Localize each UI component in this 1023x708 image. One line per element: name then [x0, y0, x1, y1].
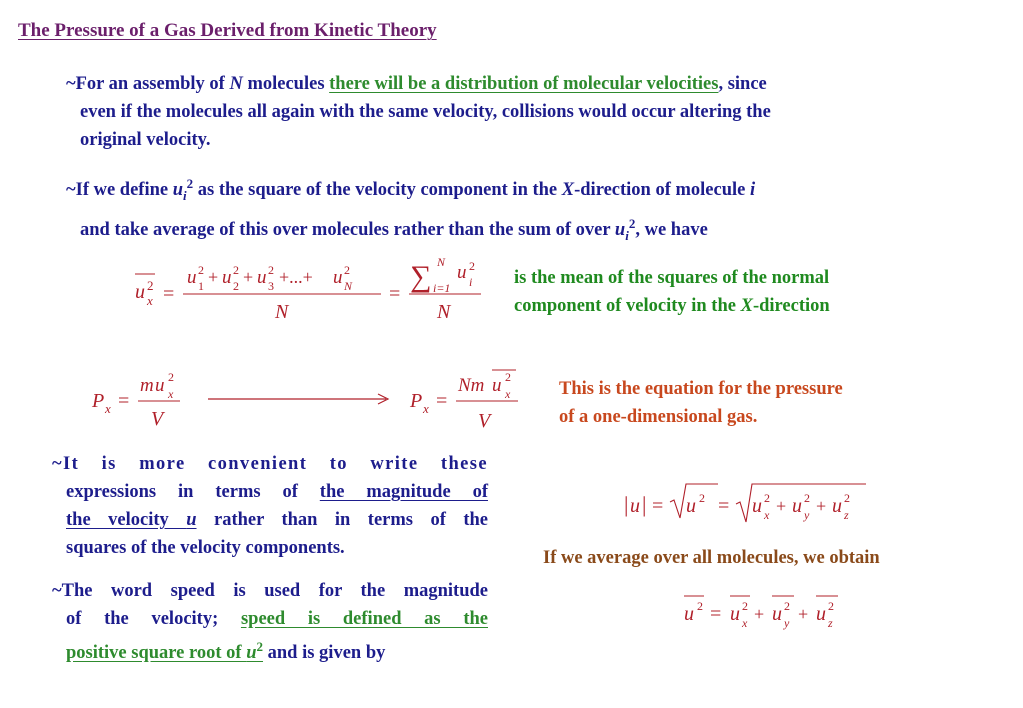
- eq-sup: 2: [168, 370, 174, 384]
- eq-sub: N: [344, 279, 353, 293]
- eq-u: u: [832, 495, 842, 517]
- highlight-magnitude: the magnitude of: [319, 482, 488, 502]
- symbol-sup-2: 2: [186, 176, 194, 191]
- eq-sup: 2: [344, 263, 350, 277]
- eq-abs-bar: |: [642, 492, 647, 517]
- eq-u: u: [816, 603, 826, 625]
- highlight-speed: speed is defined as the: [240, 609, 488, 629]
- text: as the square of the velocity component in the: [193, 180, 562, 201]
- symbol-N: N: [229, 74, 243, 94]
- eq-sub: y: [804, 508, 810, 522]
- eq-sub: 3: [268, 279, 274, 293]
- eq-sup: 2: [784, 599, 790, 613]
- eq-u: u: [630, 495, 640, 517]
- eq-P: P: [410, 390, 423, 412]
- eq-u: u: [730, 603, 740, 625]
- eq-sup: 2: [764, 491, 770, 505]
- symbol-sub-i: i: [183, 187, 187, 203]
- eq-u: u: [187, 267, 197, 288]
- equation-pressure: [88, 365, 528, 435]
- eq-equals: =: [163, 283, 175, 305]
- eq-equals: =: [389, 283, 401, 305]
- eq-u: u: [457, 262, 467, 283]
- text: molecules: [242, 74, 330, 94]
- eq-u: u: [684, 603, 694, 625]
- eq-sub: x: [505, 387, 511, 401]
- eq-u: u: [792, 495, 802, 517]
- eq-sup: 2: [198, 263, 204, 277]
- eq-sub: i: [469, 275, 473, 289]
- equation-mean-speed: [678, 590, 858, 636]
- highlight-velocity: the velocity: [66, 510, 187, 530]
- eq-N: N: [437, 301, 451, 323]
- eq-sup: 2: [844, 491, 850, 505]
- symbol-X: X: [561, 180, 575, 201]
- text: The word speed is used for the magnitude: [61, 581, 488, 601]
- eq-u: u: [222, 267, 232, 288]
- eq-sup: 2: [804, 491, 810, 505]
- eq-N: N: [437, 255, 446, 269]
- symbol-sup-2: 2: [628, 215, 636, 231]
- eq-sup: 2: [828, 599, 834, 613]
- text: For an assembly of: [75, 74, 230, 94]
- eq-sup: 2: [268, 263, 274, 277]
- eq-V: V: [151, 408, 164, 430]
- bullet: ~: [52, 454, 64, 474]
- eq-u: u: [155, 375, 165, 396]
- eq-sub: 2: [233, 279, 239, 293]
- eq-V: V: [478, 410, 491, 432]
- eq-dots: +...+: [279, 267, 313, 287]
- text: -direction of molecule: [574, 180, 750, 201]
- bullet: ~: [66, 74, 76, 94]
- eq-sub: 1: [198, 279, 204, 293]
- eq-N: N: [275, 301, 289, 323]
- equation-mean-square-ux: [125, 250, 495, 330]
- eq-sup: 2: [742, 599, 748, 613]
- eq-sub: x: [168, 387, 174, 401]
- eq-sigma: ∑: [410, 260, 432, 293]
- eq-u: u: [492, 375, 502, 396]
- eq-equals: =: [118, 390, 130, 412]
- eq-sub: x: [105, 401, 111, 416]
- eq-index: i=1: [433, 281, 451, 295]
- eq-plus: +: [816, 496, 827, 516]
- eq-sup: 2: [505, 370, 511, 384]
- eq-sub: x: [147, 293, 153, 308]
- eq-u: u: [257, 267, 267, 288]
- paragraph-define-ui: [66, 170, 971, 250]
- eq-plus: +: [208, 267, 219, 287]
- page-title: The Pressure of a Gas Derived from Kinetic Theory: [18, 20, 437, 41]
- eq-sub: z: [828, 616, 833, 630]
- text: expressions in terms of: [66, 482, 320, 502]
- symbol-i: i: [750, 180, 756, 201]
- eq-u: u: [686, 495, 696, 517]
- text: If we define: [75, 180, 173, 201]
- equation-speed: [622, 478, 872, 528]
- text-line: squares of the velocity components.: [66, 538, 345, 558]
- bullet: ~: [52, 581, 62, 601]
- eq-plus: +: [798, 604, 809, 624]
- symbol-sup-2: 2: [256, 639, 264, 654]
- eq-plus: +: [776, 496, 787, 516]
- text-line: original velocity.: [80, 130, 211, 150]
- highlight-distribution: there will be a distribution of molecular velocities: [329, 74, 719, 94]
- symbol-u: u: [246, 643, 257, 664]
- eq-sup: 2: [233, 263, 239, 277]
- text: component of velocity in the: [514, 296, 741, 316]
- eq-Nm: Nm: [458, 375, 485, 396]
- text: It is more convenient to write these: [63, 454, 488, 474]
- symbol-u: u: [172, 180, 184, 201]
- eq-sup: 2: [147, 278, 154, 293]
- eq-u: u: [772, 603, 782, 625]
- eq-m: m: [140, 375, 154, 396]
- paragraph-distribution: [66, 70, 966, 154]
- eq-sub: x: [764, 508, 770, 522]
- eq-u: u: [135, 281, 145, 303]
- mean-note: [514, 264, 934, 320]
- text: , since: [718, 74, 767, 94]
- symbol-u: u: [186, 510, 197, 530]
- text: , we have: [635, 220, 708, 240]
- eq-sub: x: [742, 616, 748, 630]
- eq-equals: =: [652, 495, 664, 517]
- text-line: of a one-dimensional gas.: [559, 407, 758, 427]
- pressure-note: [559, 375, 959, 431]
- highlight-sqrt: positive square root of: [66, 643, 247, 664]
- eq-u: u: [333, 267, 343, 288]
- eq-abs-bar: |: [624, 492, 629, 517]
- eq-plus: +: [243, 267, 254, 287]
- text: and is given by: [263, 643, 386, 664]
- symbol-sub-i: i: [625, 227, 629, 243]
- eq-sup: 2: [469, 259, 475, 273]
- paragraph-speed: [52, 577, 488, 667]
- text-line: is the mean of the squares of the normal: [514, 268, 830, 288]
- eq-equals: =: [436, 390, 448, 412]
- text-line: even if the molecules all again with the same velocity, collisions would occur altering the: [80, 102, 771, 122]
- eq-sub: y: [784, 616, 790, 630]
- text: -direction: [752, 296, 830, 316]
- paragraph-magnitude: [52, 450, 488, 562]
- symbol-X: X: [740, 296, 753, 316]
- eq-P: P: [92, 390, 105, 412]
- eq-equals: =: [718, 495, 730, 517]
- eq-sub: z: [844, 508, 849, 522]
- eq-sup: 2: [699, 491, 705, 505]
- eq-u: u: [752, 495, 762, 517]
- text: of the velocity;: [66, 609, 241, 629]
- average-note: If we average over all molecules, we obtain: [543, 548, 880, 568]
- text: rather than in terms of the: [196, 510, 488, 530]
- eq-equals: =: [710, 603, 722, 625]
- symbol-u: u: [614, 220, 626, 240]
- bullet: ~: [66, 180, 76, 201]
- text: and take average of this over molecules rather than the sum of over: [80, 220, 615, 240]
- eq-sup: 2: [697, 599, 703, 613]
- text-line: This is the equation for the pressure: [559, 379, 843, 399]
- eq-plus: +: [754, 604, 765, 624]
- eq-sub: x: [423, 401, 429, 416]
